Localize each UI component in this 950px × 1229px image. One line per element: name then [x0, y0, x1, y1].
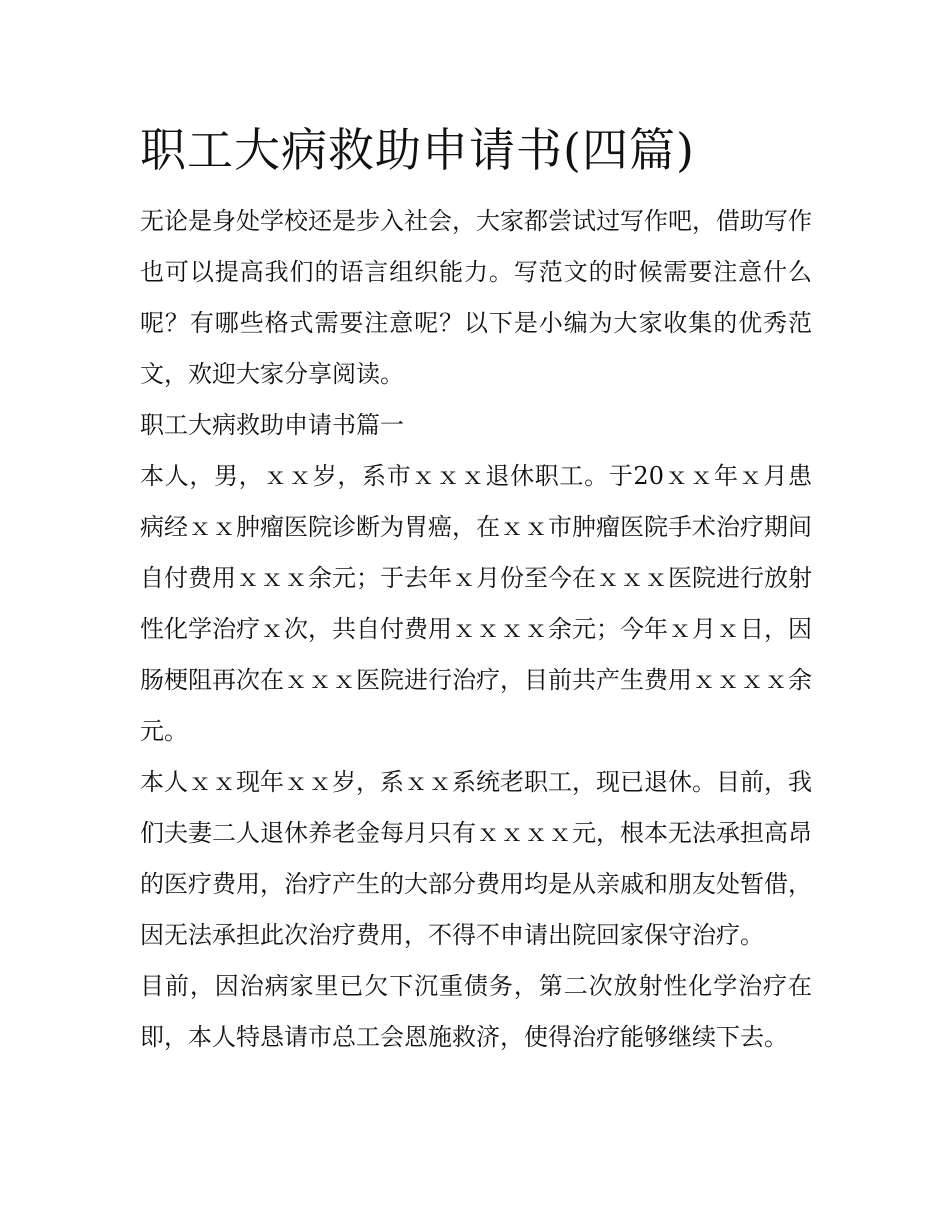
document-title: 职工大病救助申请书(四篇) [140, 123, 695, 177]
section-heading: 职工大病救助申请书篇一 [140, 411, 404, 439]
intro-paragraph: 无论是身处学校还是步入社会，大家都尝试过写作吧，借助写作也可以提高我们的语言组织能力。写范文的时候需要注意什么呢？有哪些格式需要注意呢？以下是小编为大家收集的优秀范文，欢迎大家分享阅读。 [140, 207, 812, 388]
document-page [140, 112, 812, 1063]
body-paragraph: 本人ｘｘ现年ｘｘ岁，系ｘｘ系统老职工，现已退休。目前，我们夫妻二人退休养老金每月只有ｘｘｘｘ元，根本无法承担高昂的医疗费用，治疗产生的大部分费用均是从亲戚和朋友处暂借，因无法承担此次治疗费用，不得不申请出院回家保守治疗。 [140, 768, 812, 949]
body-paragraph: 本人，男，ｘｘ岁，系市ｘｘｘ退休职工。于20ｘｘ年ｘ月患病经ｘｘ肿瘤医院诊断为胃癌，在ｘｘ市肿瘤医院手术治疗期间自付费用ｘｘｘ余元；于去年ｘ月份至今在ｘｘｘ医院进行放射性化学治疗ｘ次，共自付费用ｘｘｘｘ余元；今年ｘ月ｘ日，因肠梗阻再次在ｘｘｘ医院进行治疗，目前共产生费用ｘｘｘｘ余元。 [140, 462, 812, 745]
body-paragraph: 目前，因治病家里已欠下沉重债务，第二次放射性化学治疗在即，本人特恳请市总工会恩施救济，使得治疗能够继续下去。 [140, 972, 812, 1051]
